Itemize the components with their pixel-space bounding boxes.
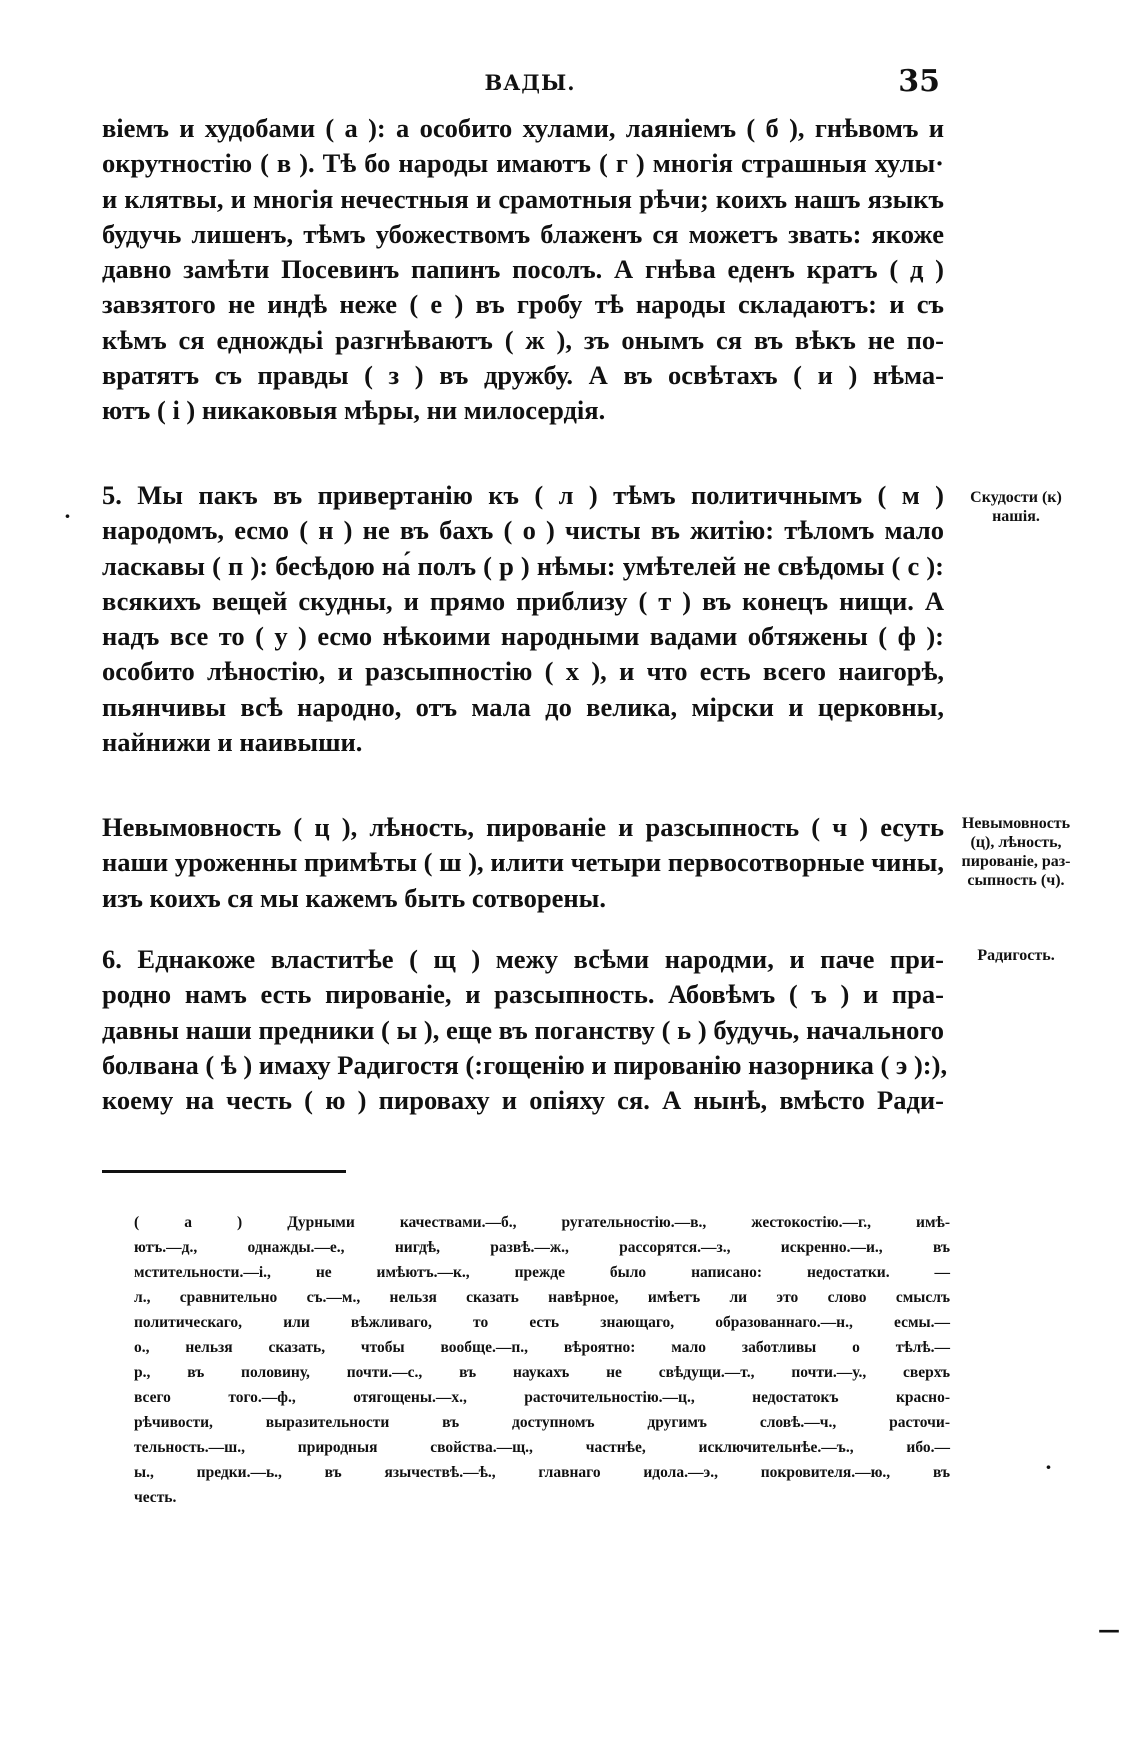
- text-line: 6. Еднакоже властитѣе ( щ ) межу всѣми народми, и паче при-: [102, 944, 944, 974]
- page-number: 35: [898, 64, 940, 99]
- text-line: давно замѣти Посевинъ папинъ посолъ. А гнѣва еденъ кратъ ( д ): [102, 254, 944, 285]
- text-line: ютъ ( і ) никаковыя мѣры, ни милосердія.: [102, 395, 606, 426]
- margin-note-line: Невымовность: [961, 815, 1071, 832]
- text-line: віемъ и худобами ( а ): а особито хулами, лаяніемъ ( б ), гнѣвомъ и: [102, 113, 944, 143]
- paragraph-6: [102, 942, 948, 1118]
- footnotes: [134, 1210, 950, 1510]
- footnote-line: мстительности.—і., не имѣютъ.—к., прежде было написано: недостатки. —: [134, 1264, 950, 1281]
- text-line: будучь лишенъ, тѣмъ убожествомъ блаженъ ся можетъ звать: якоже: [102, 218, 944, 249]
- text-line: особито лѣностію, и разсыпностію ( х ), и что есть всего наигорѣ,: [102, 656, 944, 687]
- footnote-line: ( а ) Дурными качествами.—б., ругательностію.—в., жестокостію.—г., имѣ-: [134, 1214, 950, 1231]
- text-line: изъ коихъ ся мы кажемъ быть сотворены.: [102, 882, 606, 913]
- text-line: болвана ( ѣ ) имаху Радигостя (:гощенію и пированію назорника ( э ):),: [102, 1049, 948, 1080]
- margin-note-line: Радигость.: [977, 947, 1055, 964]
- text-line: наши уроженны примѣты ( ш ), илити четыри первосотворные чины,: [102, 847, 944, 878]
- paragraph-5: [102, 478, 944, 760]
- footnote-line: о., нельзя сказать, чтобы вообще.—п., вѣроятно: мало заботливы о тѣлѣ.—: [134, 1339, 950, 1356]
- text-line: родно намъ есть пированіе, и разсыпность. Абовѣмъ ( ъ ) и пра-: [102, 979, 944, 1010]
- footnote-line: политическаго, или вѣжливаго, то есть знающаго, образованнаго.—н., есмы.—: [134, 1314, 950, 1331]
- text-line: 5. Мы пакъ въ привертанію къ ( л ) тѣмъ политичнымъ ( м ): [102, 480, 944, 510]
- paragraph-nevymovnost: [102, 810, 944, 916]
- margin-note-skudost: [950, 488, 1082, 526]
- stray-mark: ·: [64, 504, 71, 528]
- margin-note-radigost: [950, 946, 1082, 965]
- margin-note-line: нашія.: [992, 508, 1040, 525]
- footnote-line: ы., предки.—ь., въ язычествѣ.—ѣ., главнаго идола.—э., покровителя.—ю., въ: [134, 1464, 950, 1481]
- text-line: и клятвы, и многія нечестныя и срамотныя рѣчи; коихъ нашъ языкъ: [102, 183, 944, 214]
- footnote-line: л., сравнительно съ.—м., нельзя сказать навѣрное, имѣетъ ли это слово смыслъ: [134, 1289, 950, 1306]
- footnote-line: ютъ.—д., однажды.—е., нигдѣ, развѣ.—ж., рассорятся.—з., искренно.—и., въ: [134, 1239, 950, 1256]
- footnote-line: р., въ половину, почти.—с., въ наукахъ не свѣдущи.—т., почти.—у., сверхъ: [134, 1364, 950, 1381]
- text-line: всякихъ вещей скудны, и прямо приблизу ( т ) въ конецъ нищи. А: [102, 585, 944, 616]
- text-line: найнижи и наивыши.: [102, 727, 363, 758]
- footnote-line: всего того.—ф., отягощены.—х., расточительностію.—ц., недостатокъ красно-: [134, 1389, 950, 1406]
- text-line: пьянчивы всѣ народно, отъ мала до велика, мірски и церковны,: [102, 691, 944, 722]
- text-line: кѣмъ ся еднождьі разгнѣваютъ ( ж ), зъ онымъ ся въ вѣкъ не по-: [102, 324, 944, 355]
- footnote-line: рѣчивости, выразительности въ доступномъ другимъ словѣ.—ч., расточи-: [134, 1414, 950, 1431]
- text-line: ласкавы ( п ): бесѣдою на́ полъ ( р ) нѣмы: умѣтелей не свѣдомы ( с ):: [102, 550, 944, 581]
- margin-note-line: Скудости (к): [970, 489, 1062, 506]
- text-line: коему на честь ( ю ) пироваху и опіяху ся. А нынѣ, вмѣсто Ради-: [102, 1085, 944, 1116]
- margin-note-line: пированіе, раз-: [961, 853, 1071, 870]
- text-line: завзятого не индѣ неже ( е ) въ гробу тѣ народы складаютъ: и съ: [102, 289, 944, 320]
- text-line: Невымовность ( ц ), лѣность, пированіе и разсыпность ( ч ) есуть: [102, 812, 944, 842]
- footnote-line: честь.: [134, 1489, 177, 1506]
- stray-mark: ·: [1045, 1455, 1052, 1479]
- running-header-title: ВАДЫ.: [484, 70, 576, 95]
- footnote-divider: [102, 1170, 346, 1173]
- footnote-line: тельность.—ш., природныя свойства.—щ., частнѣе, исключительнѣе.—ъ., ибо.—: [134, 1439, 950, 1456]
- margin-note-line: (ц), лѣность,: [970, 834, 1062, 851]
- text-line: народомъ, есмо ( н ) не въ бахъ ( о ) чисты въ житію: тѣломъ мало: [102, 515, 944, 546]
- margin-note-line: сыпность (ч).: [967, 872, 1065, 889]
- margin-note-nevymovnost: [950, 814, 1082, 890]
- stray-mark: —: [1098, 1617, 1120, 1643]
- text-line: надъ все то ( у ) есмо нѣкоими народными вадами обтяжены ( ф ):: [102, 621, 944, 652]
- paragraph-continuation: [102, 111, 944, 429]
- text-line: давны наши предники ( ы ), еще въ поганству ( ь ) будучь, начального: [102, 1014, 944, 1045]
- text-line: вратятъ съ правды ( з ) въ дружбу. А въ освѣтахъ ( и ) нѣма-: [102, 360, 944, 391]
- text-line: окрутностію ( в ). Тѣ бо народы имаютъ ( г ) многія страшныя хулы·: [102, 148, 944, 179]
